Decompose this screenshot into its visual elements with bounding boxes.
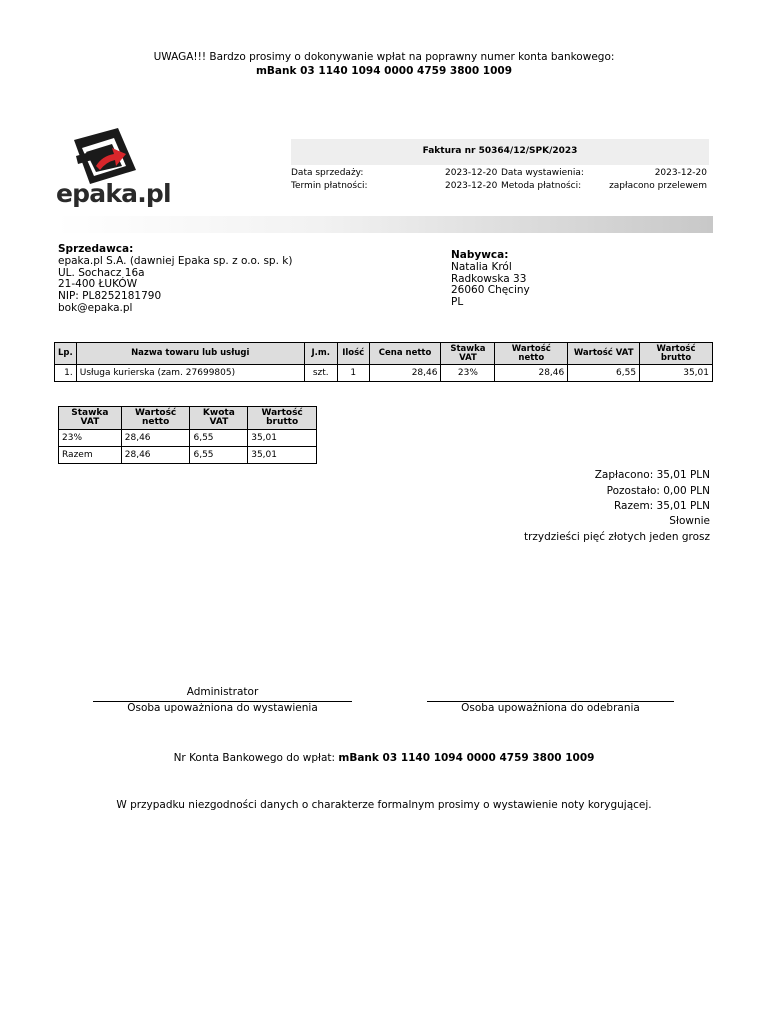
table-cell: 1: [337, 365, 369, 382]
sale-date: 2023-12-20: [445, 168, 498, 178]
col-header: Wartość VAT: [568, 343, 640, 365]
sale-date-label: Data sprzedaży:: [291, 168, 364, 178]
table-cell: Razem: [59, 447, 122, 464]
vat-summary-table: [58, 406, 317, 464]
table-cell: 6,55: [190, 447, 248, 464]
table-cell: 28,46: [369, 365, 441, 382]
buyer-line: 26060 Chęciny: [451, 284, 530, 297]
table-row: [55, 365, 713, 382]
table-cell: szt.: [304, 365, 337, 382]
header-divider-bar: [56, 216, 713, 233]
seller-line: bok@epaka.pl: [58, 301, 133, 314]
table-cell: 35,01: [248, 447, 317, 464]
col-header: Ilość: [337, 343, 369, 365]
buyer-heading: Nabywca:: [451, 249, 509, 261]
seller-line: UL. Sochacz 16a: [58, 266, 145, 279]
seller-line: 21-400 ŁUKÓW: [58, 278, 138, 291]
seller-line: epaka.pl S.A. (dawniej Epaka sp. z o.o. sp. k): [58, 254, 293, 267]
table-cell: 23%: [441, 365, 495, 382]
table-cell: 1.: [55, 365, 77, 382]
col-header: J.m.: [304, 343, 337, 365]
remaining-amount: Pozostało: 0,00 PLN: [606, 485, 710, 497]
col-header: Stawka VAT: [441, 343, 495, 365]
issuer-signature-label: Osoba upoważniona do wystawienia: [127, 702, 318, 714]
col-header: Nazwa towaru lub usługi: [76, 343, 304, 365]
table-cell: 28,46: [495, 365, 568, 382]
col-header: Wartość brutto: [248, 407, 317, 430]
logo-wordmark: epaka.pl: [56, 179, 171, 208]
seller-block: [58, 244, 292, 315]
footer-note: W przypadku niezgodności danych o charakterze formalnym prosimy o wystawienie noty korygującej.: [116, 799, 652, 811]
col-header: Wartość netto: [121, 407, 190, 430]
invoice-title: Faktura nr 50364/12/SPK/2023: [422, 146, 578, 156]
table-cell: 6,55: [568, 365, 640, 382]
table-row: [59, 430, 317, 447]
col-header: Wartość brutto: [640, 343, 713, 365]
payment-due-label: Termin płatności:: [291, 181, 368, 191]
seller-line: NIP: PL8252181790: [58, 290, 162, 303]
col-header: Cena netto: [369, 343, 441, 365]
buyer-block: [451, 250, 530, 309]
table-cell: 28,46: [121, 447, 190, 464]
amount-in-words-label: Słownie: [669, 515, 710, 527]
table-cell: 35,01: [248, 430, 317, 447]
col-header: Stawka VAT: [59, 407, 122, 430]
bank-account-label: Nr Konta Bankowego do wpłat:: [173, 752, 336, 764]
items-header-row: [55, 343, 713, 365]
paid-amount: Zapłacono: 35,01 PLN: [594, 469, 710, 481]
payment-notice-account: mBank 03 1140 1094 0000 4759 3800 1009: [255, 65, 513, 77]
col-header: Wartość netto: [495, 343, 568, 365]
table-cell: Usługa kurierska (zam. 27699805): [76, 365, 304, 382]
table-row: [59, 447, 317, 464]
buyer-line: Natalia Król: [451, 260, 512, 273]
table-cell: 6,55: [190, 430, 248, 447]
buyer-line: PL: [451, 296, 464, 309]
table-cell: 28,46: [121, 430, 190, 447]
bank-account-line: [0, 752, 768, 764]
issuer-name: Administrator: [186, 686, 259, 698]
payment-method-label: Metoda płatności:: [501, 181, 582, 191]
buyer-line: Radkowska 33: [451, 272, 527, 285]
seller-heading: Sprzedawca:: [58, 243, 134, 255]
payment-notice: UWAGA!!! Bardzo prosimy o dokonywanie wpłat na poprawny numer konta bankowego:: [153, 51, 615, 63]
amount-in-words: trzydzieści pięć złotych jeden grosz: [523, 531, 710, 543]
total-amount: Razem: 35,01 PLN: [613, 500, 710, 512]
col-header: Lp.: [55, 343, 77, 365]
bank-account-number: mBank 03 1140 1094 0000 4759 3800 1009: [338, 752, 595, 764]
receiver-signature-label: Osoba upoważniona do odebrania: [461, 702, 640, 714]
col-header: Kwota VAT: [190, 407, 248, 430]
issue-date: 2023-12-20: [654, 168, 707, 178]
table-cell: 23%: [59, 430, 122, 447]
payment-due: 2023-12-20: [445, 181, 498, 191]
payment-method: zapłacono przelewem: [609, 181, 707, 191]
issue-date-label: Data wystawienia:: [501, 168, 584, 178]
items-table: [54, 342, 713, 382]
table-cell: 35,01: [640, 365, 713, 382]
vat-header-row: [59, 407, 317, 430]
